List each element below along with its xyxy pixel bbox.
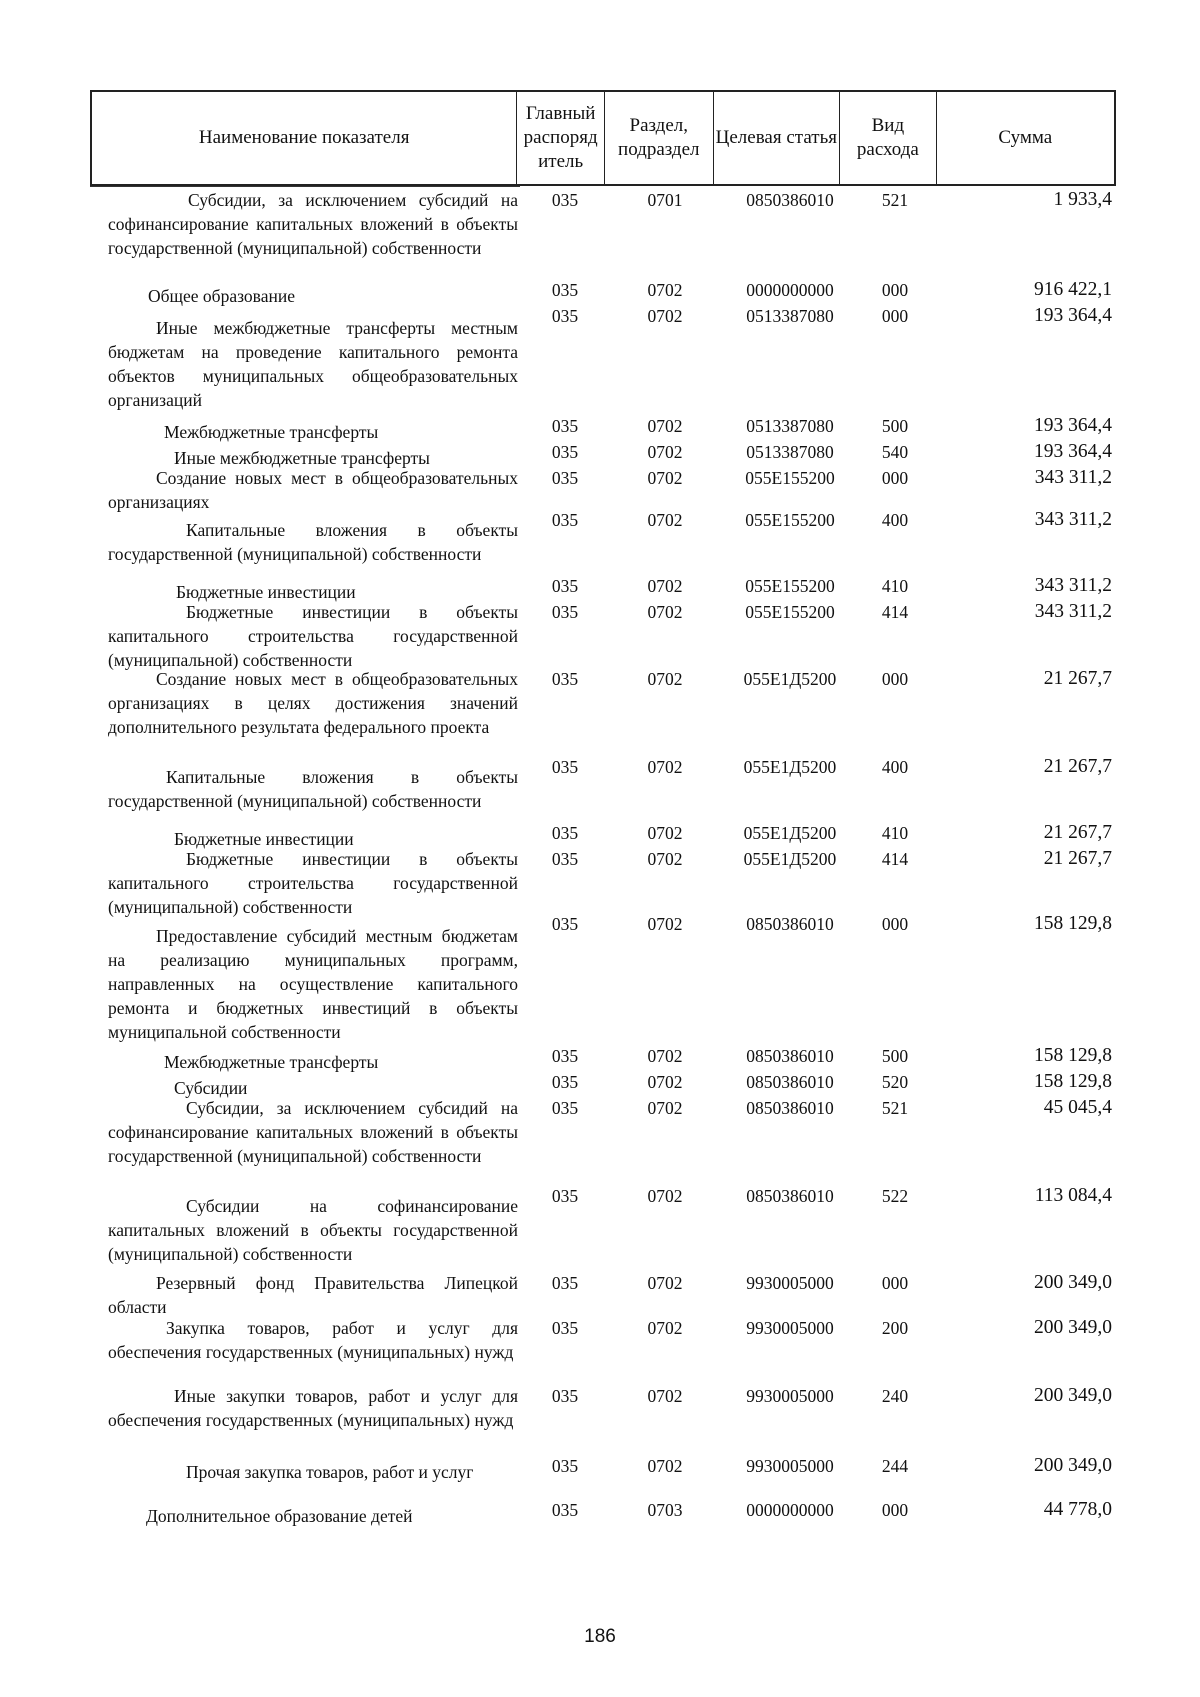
table-header [90,90,1116,186]
header-divider [90,186,520,187]
row-target-item: 055E155200 [745,468,835,488]
row-name: Межбюджетные трансферты [164,1052,379,1072]
row-target-item: 0850386010 [746,1046,834,1066]
row-expense-type: 000 [881,1500,909,1520]
row-section: 0702 [647,1046,683,1066]
row-target-item: 0850386010 [746,1098,834,1118]
row-target-item: 055E155200 [745,602,835,622]
row-main-manager: 035 [551,1186,579,1206]
row-expense-type: 522 [881,1186,909,1206]
row-section: 0702 [647,1386,683,1406]
row-sum: 158 129,8 [1034,1071,1112,1092]
row-name: Дополнительное образование детей [146,1506,413,1526]
row-main-manager: 035 [551,306,579,326]
row-expense-type: 000 [881,669,909,689]
row-sum: 200 349,0 [1034,1385,1112,1406]
row-target-item: 0850386010 [746,190,834,210]
row-sum: 200 349,0 [1034,1317,1112,1338]
row-main-manager: 035 [551,1046,579,1066]
row-name: Создание новых мест в общеобразовательных организациях в целях достижения значений дополнительного результата федерального проекта [108,669,518,737]
row-main-manager: 035 [551,1072,579,1092]
row-section: 0702 [647,442,683,462]
row-name: Бюджетные инвестиции в объекты капитального строительства государственной (муниципальной) собственности [108,602,518,670]
row-target-item: 0850386010 [746,914,834,934]
row-target-item: 0000000000 [746,280,834,300]
row-section: 0702 [647,576,683,596]
row-name: Субсидии на софинансирование капитальных вложений в объекты государственной (муниципальной) собственности [108,1196,518,1264]
row-section: 0702 [647,468,683,488]
row-name: Резервный фонд Правительства Липецкой области [108,1273,518,1317]
row-main-manager: 035 [551,190,579,210]
row-name: Субсидии [174,1078,248,1098]
row-main-manager: 035 [551,669,579,689]
row-sum: 343 311,2 [1034,575,1112,596]
header-target-item: Целевая статья [714,92,841,184]
row-target-item: 0000000000 [746,1500,834,1520]
row-section: 0702 [647,1456,683,1476]
row-main-manager: 035 [551,1318,579,1338]
row-main-manager: 035 [551,1386,579,1406]
row-main-manager: 035 [551,849,579,869]
row-sum: 21 267,7 [1043,668,1112,689]
row-name: Иные закупки товаров, работ и услуг для обеспечения государственных (муниципальных) нужд [108,1386,518,1430]
row-main-manager: 035 [551,576,579,596]
row-expense-type: 000 [881,1273,909,1293]
page-number: 186 [584,1626,616,1647]
row-target-item: 055E1Д5200 [743,849,837,869]
row-expense-type: 400 [881,757,909,777]
row-name: Бюджетные инвестиции в объекты капитального строительства государственной (муниципальной) собственности [108,849,518,917]
row-sum: 21 267,7 [1043,848,1112,869]
row-name: Межбюджетные трансферты [164,422,379,442]
row-section: 0702 [647,1273,683,1293]
row-expense-type: 521 [881,190,909,210]
row-sum: 193 364,4 [1034,441,1112,462]
row-target-item: 055E1Д5200 [743,823,837,843]
row-name: Общее образование [148,286,295,306]
row-name: Закупка товаров, работ и услуг для обеспечения государственных (муниципальных) нужд [108,1318,518,1362]
row-name: Капитальные вложения в объекты государственной (муниципальной) собственности [108,520,518,564]
row-sum: 21 267,7 [1043,822,1112,843]
row-main-manager: 035 [551,416,579,436]
row-main-manager: 035 [551,1500,579,1520]
row-name: Капитальные вложения в объекты государственной (муниципальной) собственности [108,767,518,811]
row-expense-type: 000 [881,280,909,300]
row-sum: 343 311,2 [1034,467,1112,488]
row-sum: 21 267,7 [1043,756,1112,777]
row-expense-type: 540 [881,442,909,462]
row-name: Предоставление субсидий местным бюджетам на реализацию муниципальных программ, направленных на осуществление капитального ремонта и бюджетных инвестиций в объекты муниципальной собственности [108,926,518,1042]
row-section: 0703 [647,1500,683,1520]
row-section: 0702 [647,1072,683,1092]
row-expense-type: 500 [881,416,909,436]
row-sum: 200 349,0 [1034,1455,1112,1476]
row-target-item: 9930005000 [746,1273,834,1293]
row-target-item: 9930005000 [746,1318,834,1338]
row-name: Субсидии, за исключением субсидий на софинансирование капитальных вложений в объекты государственной (муниципальной) собственности [108,190,518,258]
row-sum: 193 364,4 [1034,415,1112,436]
row-name: Создание новых мест в общеобразовательных организациях [108,468,518,512]
row-section: 0702 [647,306,683,326]
row-name: Иные межбюджетные трансферты [174,448,430,468]
row-main-manager: 035 [551,914,579,934]
row-target-item: 0513387080 [746,442,834,462]
row-expense-type: 000 [881,306,909,326]
row-target-item: 9930005000 [746,1386,834,1406]
header-sum: Сумма [998,127,1053,148]
row-sum: 44 778,0 [1043,1499,1112,1520]
row-name: Субсидии, за исключением субсидий на софинансирование капитальных вложений в объекты государственной (муниципальной) собственности [108,1098,518,1166]
row-expense-type: 200 [881,1318,909,1338]
row-expense-type: 000 [881,468,909,488]
row-section: 0702 [647,849,683,869]
row-name: Бюджетные инвестиции [174,829,354,849]
row-target-item: 9930005000 [746,1456,834,1476]
row-expense-type: 414 [881,849,909,869]
row-section: 0702 [647,669,683,689]
row-section: 0702 [647,914,683,934]
row-name: Прочая закупка товаров, работ и услуг [186,1462,474,1482]
row-expense-type: 414 [881,602,909,622]
row-expense-type: 520 [881,1072,909,1092]
row-section: 0702 [647,757,683,777]
row-section: 0702 [647,1098,683,1118]
row-main-manager: 035 [551,280,579,300]
row-sum: 200 349,0 [1034,1272,1112,1293]
row-target-item: 055E1Д5200 [743,669,837,689]
row-main-manager: 035 [551,757,579,777]
row-target-item: 0850386010 [746,1072,834,1092]
header-main-manager: Главный распоряд итель [517,92,605,184]
row-target-item: 0513387080 [746,306,834,326]
row-section: 0702 [647,1318,683,1338]
row-sum: 343 311,2 [1034,509,1112,530]
row-target-item: 0850386010 [746,1186,834,1206]
row-expense-type: 410 [881,823,909,843]
row-sum: 158 129,8 [1034,913,1112,934]
row-sum: 1 933,4 [1053,189,1112,210]
row-expense-type: 500 [881,1046,909,1066]
row-expense-type: 000 [881,914,909,934]
row-main-manager: 035 [551,823,579,843]
row-target-item: 0513387080 [746,416,834,436]
row-section: 0702 [647,510,683,530]
row-sum: 158 129,8 [1034,1045,1112,1066]
row-section: 0701 [647,190,683,210]
row-expense-type: 410 [881,576,909,596]
row-expense-type: 521 [881,1098,909,1118]
row-sum: 113 084,4 [1034,1185,1112,1206]
row-sum: 916 422,1 [1034,279,1112,300]
row-main-manager: 035 [551,510,579,530]
row-target-item: 055E155200 [745,576,835,596]
row-sum: 343 311,2 [1034,601,1112,622]
row-expense-type: 244 [881,1456,909,1476]
header-expense-type: Вид расхода [840,92,937,184]
row-section: 0702 [647,280,683,300]
row-target-item: 055E155200 [745,510,835,530]
row-expense-type: 240 [881,1386,909,1406]
row-expense-type: 400 [881,510,909,530]
row-main-manager: 035 [551,442,579,462]
row-section: 0702 [647,1186,683,1206]
row-sum: 193 364,4 [1034,305,1112,326]
row-section: 0702 [647,823,683,843]
row-main-manager: 035 [551,602,579,622]
row-main-manager: 035 [551,468,579,488]
row-sum: 45 045,4 [1043,1097,1112,1118]
row-name: Иные межбюджетные трансферты местным бюджетам на проведение капитального ремонта объектов муниципальных общеобразовательных организаций [108,318,518,410]
row-target-item: 055E1Д5200 [743,757,837,777]
row-section: 0702 [647,602,683,622]
header-section: Раздел, подраздел [605,92,714,184]
row-main-manager: 035 [551,1456,579,1476]
row-name: Бюджетные инвестиции [176,582,356,602]
row-section: 0702 [647,416,683,436]
row-main-manager: 035 [551,1098,579,1118]
row-main-manager: 035 [551,1273,579,1293]
header-name: Наименование показателя [92,92,517,184]
